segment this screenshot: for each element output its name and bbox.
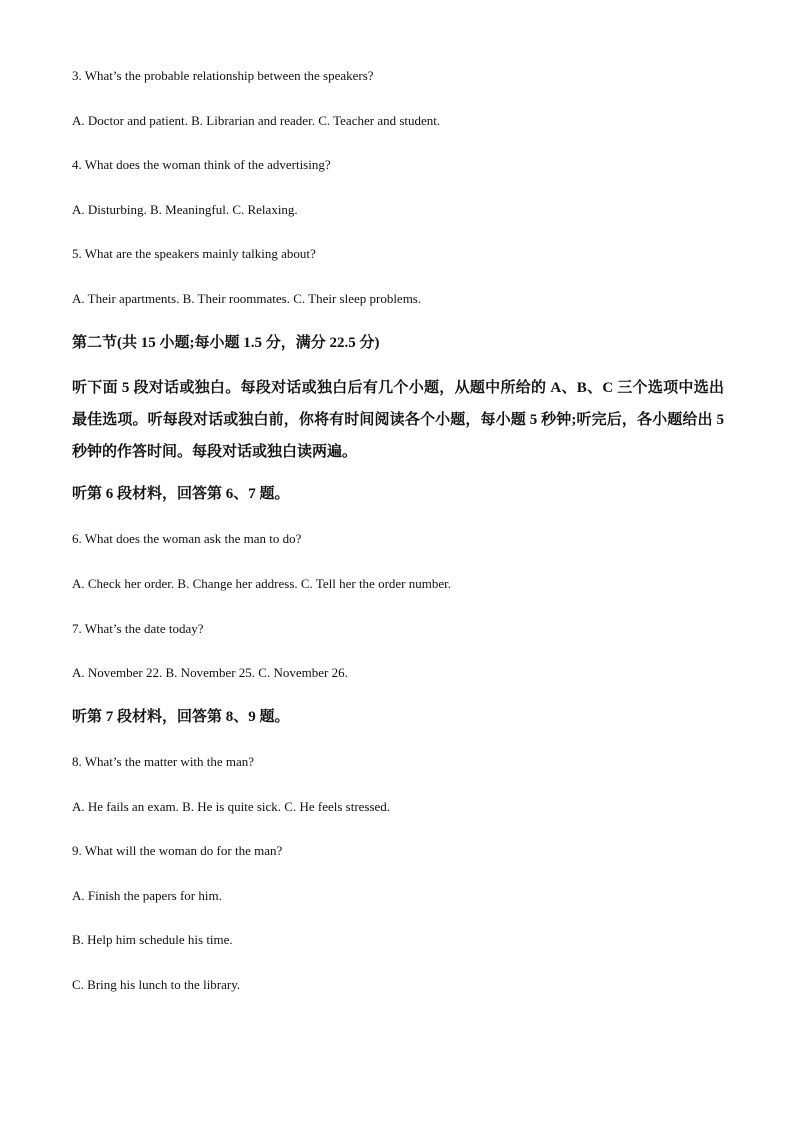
question-3: 3. What’s the probable relationship between the speakers? (72, 68, 374, 83)
question-9-option-a: A. Finish the papers for him. (72, 888, 222, 903)
question-7: 7. What’s the date today? (72, 621, 204, 636)
question-9: 9. What will the woman do for the man? (72, 843, 283, 858)
question-5: 5. What are the speakers mainly talking about? (72, 246, 316, 261)
question-6: 6. What does the woman ask the man to do? (72, 531, 302, 546)
question-7-options: A. November 22. B. November 25. C. November 26. (72, 665, 348, 680)
question-4-options: A. Disturbing. B. Meaningful. C. Relaxing. (72, 202, 298, 217)
question-8-options: A. He fails an exam. B. He is quite sick. C. He feels stressed. (72, 799, 391, 814)
question-5-options: A. Their apartments. B. Their roommates. C. Their sleep problems. (72, 291, 422, 306)
question-4: 4. What does the woman think of the advertising? (72, 157, 331, 172)
question-3-options: A. Doctor and patient. B. Librarian and reader. C. Teacher and student. (72, 113, 441, 128)
material-7-heading: 听第 7 段材料，回答第 8、9 题。 (72, 709, 290, 725)
question-8: 8. What’s the matter with the man? (72, 754, 255, 769)
section-2-instructions: 听下面 5 段对话或独白。每段对话或独白后有几个小题，从题中所给的 A、B、C 三个选项中选出最佳选项。听每段对话或独白前，你将有时间阅读各个小题，每小题 5 秒钟;听完后，各小题给出 5 秒钟的作答时间。每段对话或独白读两遍。 (72, 380, 724, 460)
section-2-title: 第二节(共 15 小题;每小题 1.5 分，满分 22.5 分) (72, 335, 380, 351)
question-9-option-c: C. Bring his lunch to the library. (72, 977, 241, 992)
material-6-heading: 听第 6 段材料，回答第 6、7 题。 (72, 486, 290, 502)
question-9-option-b: B. Help him schedule his time. (72, 932, 233, 947)
question-6-options: A. Check her order. B. Change her address. C. Tell her the order number. (72, 576, 451, 591)
